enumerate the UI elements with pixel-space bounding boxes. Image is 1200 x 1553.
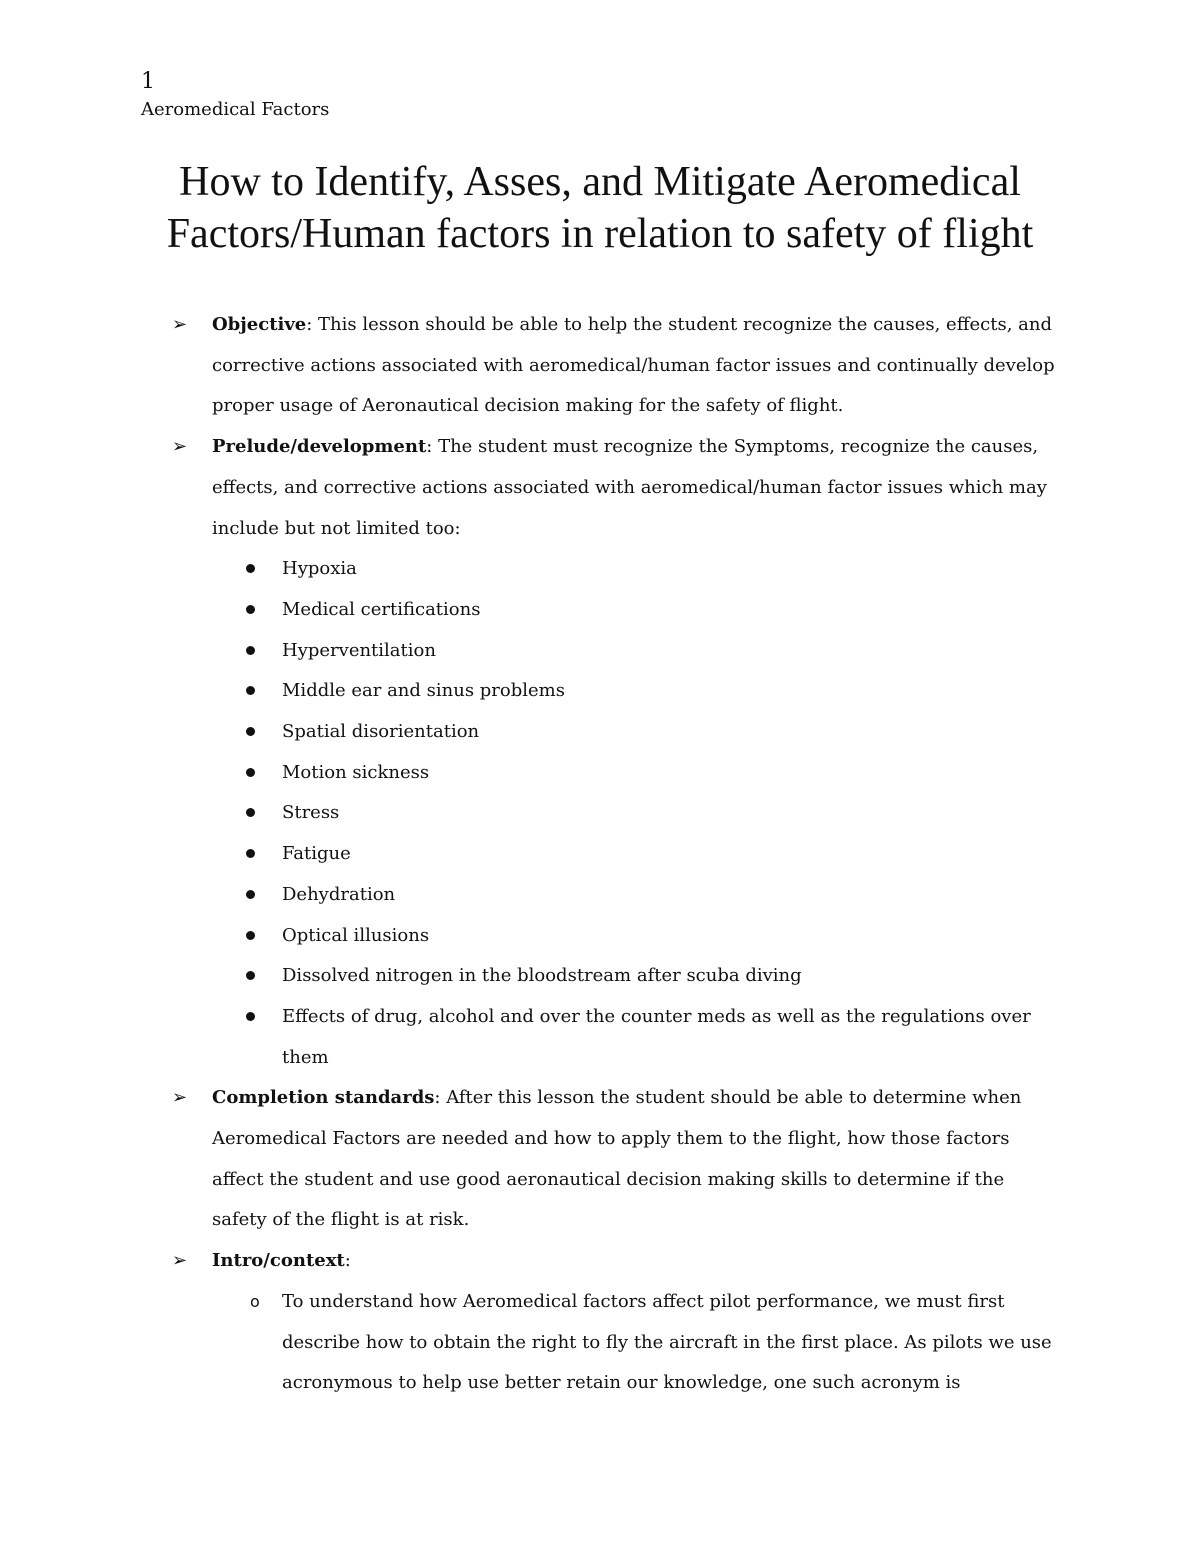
intro-context-label: Intro/context — [212, 1250, 345, 1272]
intro-context-text: : — [344, 1250, 351, 1272]
filled-circle-bullet-icon — [246, 1012, 255, 1021]
prelude-label: Prelude/development — [212, 436, 427, 458]
list-item — [212, 834, 1060, 875]
document-body — [0, 305, 1200, 1404]
filled-circle-bullet-icon — [246, 605, 255, 614]
hollow-circle-bullet-icon: o — [250, 1291, 260, 1311]
filled-circle-bullet-icon — [246, 931, 255, 940]
running-header-title: Aeromedical Factors — [141, 99, 330, 120]
arrow-bullet-icon: ➢ — [172, 1087, 188, 1109]
document-title-line-2: Factors/Human factors in relation to safety of flight — [166, 211, 1034, 257]
list-item — [212, 753, 1060, 794]
arrow-bullet-icon: ➢ — [172, 314, 188, 335]
filled-circle-bullet-icon — [246, 890, 255, 899]
arrow-bullet-icon: ➢ — [172, 1250, 188, 1272]
page-number: 1 — [141, 69, 155, 94]
completion-standards-section — [0, 1078, 1200, 1241]
list-item-text: Spatial disorientation — [282, 721, 480, 743]
objective-section — [0, 305, 1200, 427]
page-header — [141, 68, 329, 122]
list-item — [212, 793, 1060, 834]
filled-circle-bullet-icon — [246, 849, 255, 858]
prelude-section — [0, 427, 1200, 1078]
intro-sub-list — [212, 1282, 1060, 1404]
filled-circle-bullet-icon — [246, 768, 255, 777]
filled-circle-bullet-icon — [246, 727, 255, 736]
list-item — [212, 916, 1060, 957]
list-item-text: Stress — [282, 802, 340, 824]
list-item-text: Fatigue — [282, 843, 351, 865]
list-item-text: To understand how Aeromedical factors affect pilot performance, we must first describe how to obtain the right to fly the aircraft in the first place. As pilots we use acronymous to help use better retain our knowledge, one such acronym is — [282, 1290, 1052, 1394]
arrow-bullet-icon: ➢ — [172, 436, 188, 458]
list-item-text: Effects of drug, alcohol and over the counter meds as well as the regulations over them — [282, 1005, 1031, 1068]
list-item-text: Middle ear and sinus problems — [282, 680, 565, 702]
filled-circle-bullet-icon — [246, 971, 255, 980]
list-item — [212, 1282, 1060, 1404]
document-title-line-1: How to Identify, Asses, and Mitigate Aeromedical — [179, 159, 1021, 205]
document-title — [110, 156, 1090, 260]
objective-text: : This lesson should be able to help the student recognize the causes, effects, and corrective actions associated with aeromedical/human factor issues and continually develop proper usage of Aeronautical decision making for the safety of flight. — [212, 314, 1055, 417]
completion-standards-label: Completion standards — [212, 1087, 435, 1109]
list-item — [212, 956, 1060, 997]
list-item-text: Optical illusions — [282, 924, 430, 946]
intro-context-section — [0, 1241, 1200, 1404]
list-item — [212, 671, 1060, 712]
list-item-text: Dissolved nitrogen in the bloodstream after scuba diving — [282, 965, 802, 987]
filled-circle-bullet-icon — [246, 564, 255, 573]
filled-circle-bullet-icon — [246, 686, 255, 695]
prelude-text: : The student must recognize the Symptoms, recognize the causes, effects, and corrective actions associated with aeromedical/human factor issues which may include but not limited too: — [212, 436, 1047, 539]
filled-circle-bullet-icon — [246, 808, 255, 817]
list-item — [212, 712, 1060, 753]
objective-label: Objective — [212, 314, 307, 335]
list-item — [212, 590, 1060, 631]
list-item — [212, 549, 1060, 590]
list-item — [212, 997, 1060, 1078]
completion-standards-text: : After this lesson the student should be able to determine when Aeromedical Factors are needed and how to apply them to the flight, how those factors affect the student and use good aeronautical decision making skills to determine if the safety of the flight is at risk. — [212, 1087, 1022, 1231]
list-item-text: Dehydration — [282, 883, 396, 905]
factors-list — [212, 549, 1060, 1078]
list-item — [212, 875, 1060, 916]
filled-circle-bullet-icon — [246, 646, 255, 655]
list-item — [212, 631, 1060, 672]
list-item-text: Motion sickness — [282, 761, 430, 783]
list-item-text: Medical certifications — [282, 598, 481, 620]
list-item-text: Hyperventilation — [282, 639, 436, 661]
list-item-text: Hypoxia — [282, 558, 357, 580]
